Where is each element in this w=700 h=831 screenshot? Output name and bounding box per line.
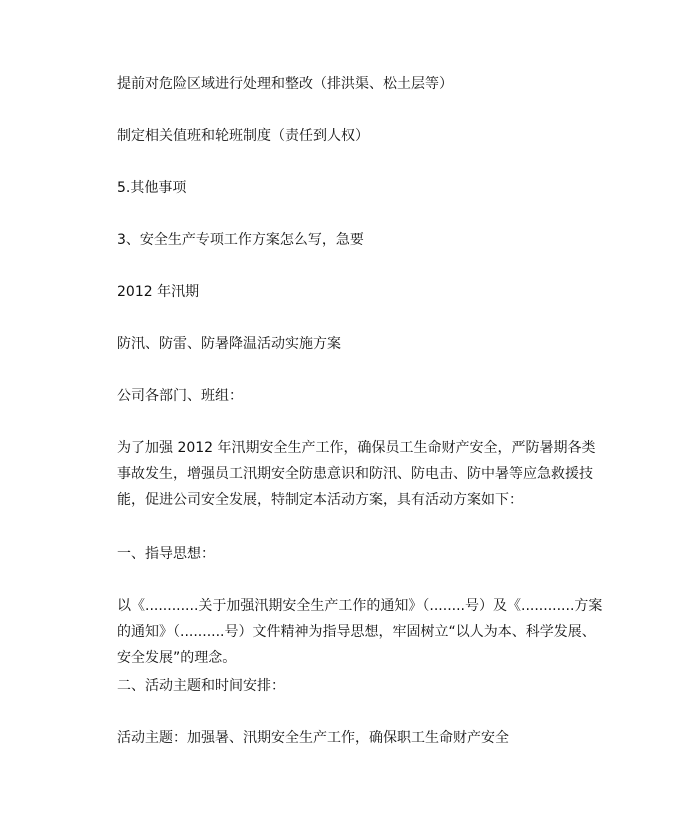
paragraph-question-heading: 3、安全生产专项工作方案怎么写，急要 (117, 232, 364, 248)
paragraph-duty-system: 制定相关值班和轮班制度（责任到人权） (117, 128, 369, 144)
paragraph-plan-title: 防汛、防雷、防暑降温活动实施方案 (117, 336, 341, 352)
paragraph-guiding-ideology-body: 以《............关于加强汛期安全生产工作的通知》（........号）及《............方案的通知》（..........号）文件精神为指导思想，牢固树立“以人为本、科学发展、安全发展”的理念。 (117, 598, 603, 666)
paragraph-other-matters: 5.其他事项 (117, 180, 187, 196)
paragraph-section-theme-schedule: 二、活动主题和时间安排： (117, 678, 285, 694)
paragraph-year-flood-season: 2012 年汛期 (117, 284, 200, 300)
paragraph-activity-theme: 活动主题：加强暑、汛期安全生产工作，确保职工生命财产安全 (117, 730, 509, 746)
paragraph-introduction: 为了加强 2012 年汛期安全生产工作，确保员工生命财产安全，严防暑期各类事故发生，增强员工汛期安全防患意识和防汛、防电击、防中暑等应急救援技能，促进公司安全发展，特制定本活动方案，具有活动方案如下： (117, 440, 596, 508)
paragraph-hazard-rectification: 提前对危险区域进行处理和整改（排洪渠、松土层等） (117, 76, 453, 92)
paragraph-section-guiding-ideology: 一、指导思想： (117, 546, 215, 562)
paragraph-salutation: 公司各部门、班组： (117, 388, 243, 404)
